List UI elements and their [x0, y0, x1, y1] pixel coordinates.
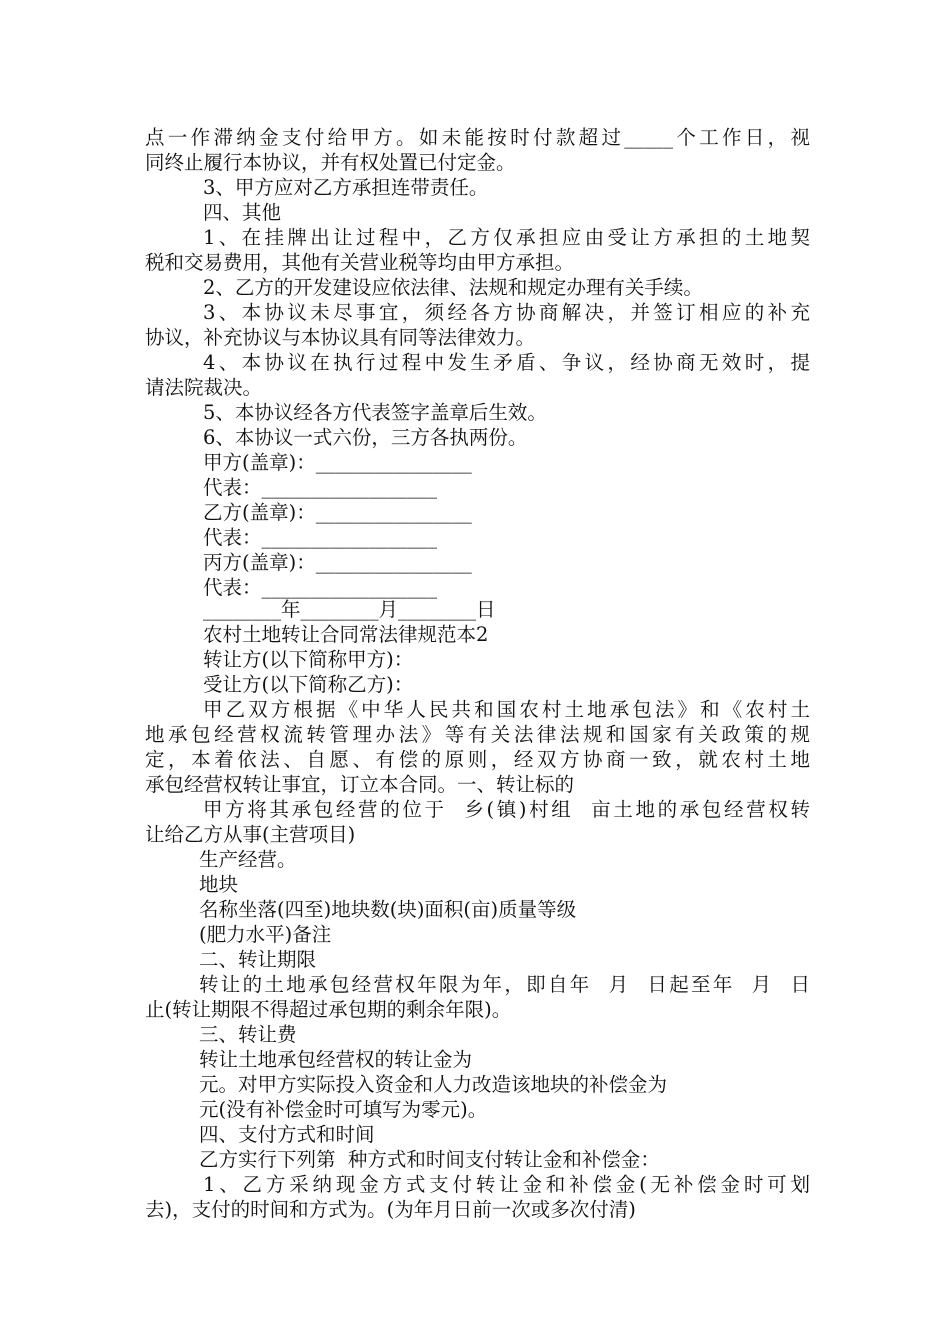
signature-party-b: 乙方(盖章)：________________: [203, 501, 472, 524]
text-line: 让给乙方从事(主营项目): [145, 823, 356, 846]
text-line: 5、本协议经各方代表签字盖章后生效。: [203, 401, 547, 424]
text-line: 地承包经营权流转管理办法》等有关法律法规和国家有关政策的规: [145, 723, 810, 746]
section-heading: 二、转让期限: [199, 948, 317, 971]
text-line: 协议，补充协议与本协议具有同等法律效力。: [145, 326, 536, 349]
date-line: ________年________月________日: [203, 598, 496, 621]
text-line: 去)，支付的时间和方式为。(为年月日前一次或多次付清): [145, 1198, 636, 1221]
text-line: 同终止履行本协议，并有权处置已付定金。: [145, 151, 516, 174]
text-line: 3、本协议未尽事宜，须经各方协商解决，并签订相应的补充: [203, 301, 810, 324]
text-line: 元。对甲方实际投入资金和人力改造该地块的补偿金为: [199, 1073, 668, 1096]
text-line: 甲方将其承包经营的位于 乡(镇)村组 亩土地的承包经营权转: [203, 798, 810, 821]
text-line: 转让土地承包经营权的转让金为: [199, 1048, 473, 1071]
text-line: 乙方实行下列第 种方式和时间支付转让金和补偿金：: [199, 1148, 660, 1171]
signature-representative: 代表：__________________: [203, 576, 438, 599]
text-line: 1、乙方采纳现金方式支付转让金和补偿金(无补偿金时可划: [203, 1173, 810, 1196]
text-line: (肥力水平)备注: [199, 923, 332, 946]
signature-party-a: 甲方(盖章)：________________: [203, 451, 472, 474]
text-line: 6、本协议一式六份，三方各执两份。: [203, 426, 528, 449]
text-line: 生产经营。: [199, 848, 297, 871]
signature-representative: 代表：__________________: [203, 526, 438, 549]
section-title: 农村土地转让合同常法律规范本2: [203, 623, 489, 646]
text-line: 点一作滞纳金支付给甲方。如未能按时付款超过_____个工作日，视: [145, 126, 810, 149]
section-heading: 三、转让费: [199, 1023, 297, 1046]
section-heading: 四、其他: [203, 201, 282, 224]
text-line: 税和交易费用，其他有关营业税等均由甲方承担。: [145, 251, 575, 274]
text-line: 元(没有补偿金时可填写为零元)。: [199, 1098, 488, 1121]
signature-representative: 代表：__________________: [203, 476, 438, 499]
text-line: 受让方(以下简称乙方)：: [203, 673, 414, 696]
text-line: 定，本着依法、自愿、有偿的原则，经双方协商一致，就农村土地: [145, 748, 810, 771]
text-line: 甲乙双方根据《中华人民共和国农村土地承包法》和《农村土: [203, 698, 810, 721]
text-line: 转让方(以下简称甲方)：: [203, 648, 414, 671]
text-line: 3、甲方应对乙方承担连带责任。: [203, 176, 489, 199]
text-line: 转让的土地承包经营权年限为年，即自年 月 日起至年 月 日: [199, 973, 810, 996]
text-line: 承包经营权转让事宜，订立本合同。一、转让标的: [145, 773, 575, 796]
section-heading: 四、支付方式和时间: [199, 1123, 375, 1146]
text-line: 止(转让期限不得超过承包期的剩余年限)。: [145, 998, 512, 1021]
signature-party-c: 丙方(盖章)：________________: [203, 551, 472, 574]
text-line: 2、乙方的开发建设应依法律、法规和规定办理有关手续。: [203, 276, 703, 299]
text-line: 请法院裁决。: [145, 376, 263, 399]
text-line: 地块: [199, 873, 239, 896]
text-line: 名称坐落(四至)地块数(块)面积(亩)质量等级: [199, 898, 577, 921]
text-line: 4、本协议在执行过程中发生矛盾、争议，经协商无效时，提: [203, 351, 810, 374]
text-line: 1、在挂牌出让过程中，乙方仅承担应由受让方承担的土地契: [203, 226, 810, 249]
